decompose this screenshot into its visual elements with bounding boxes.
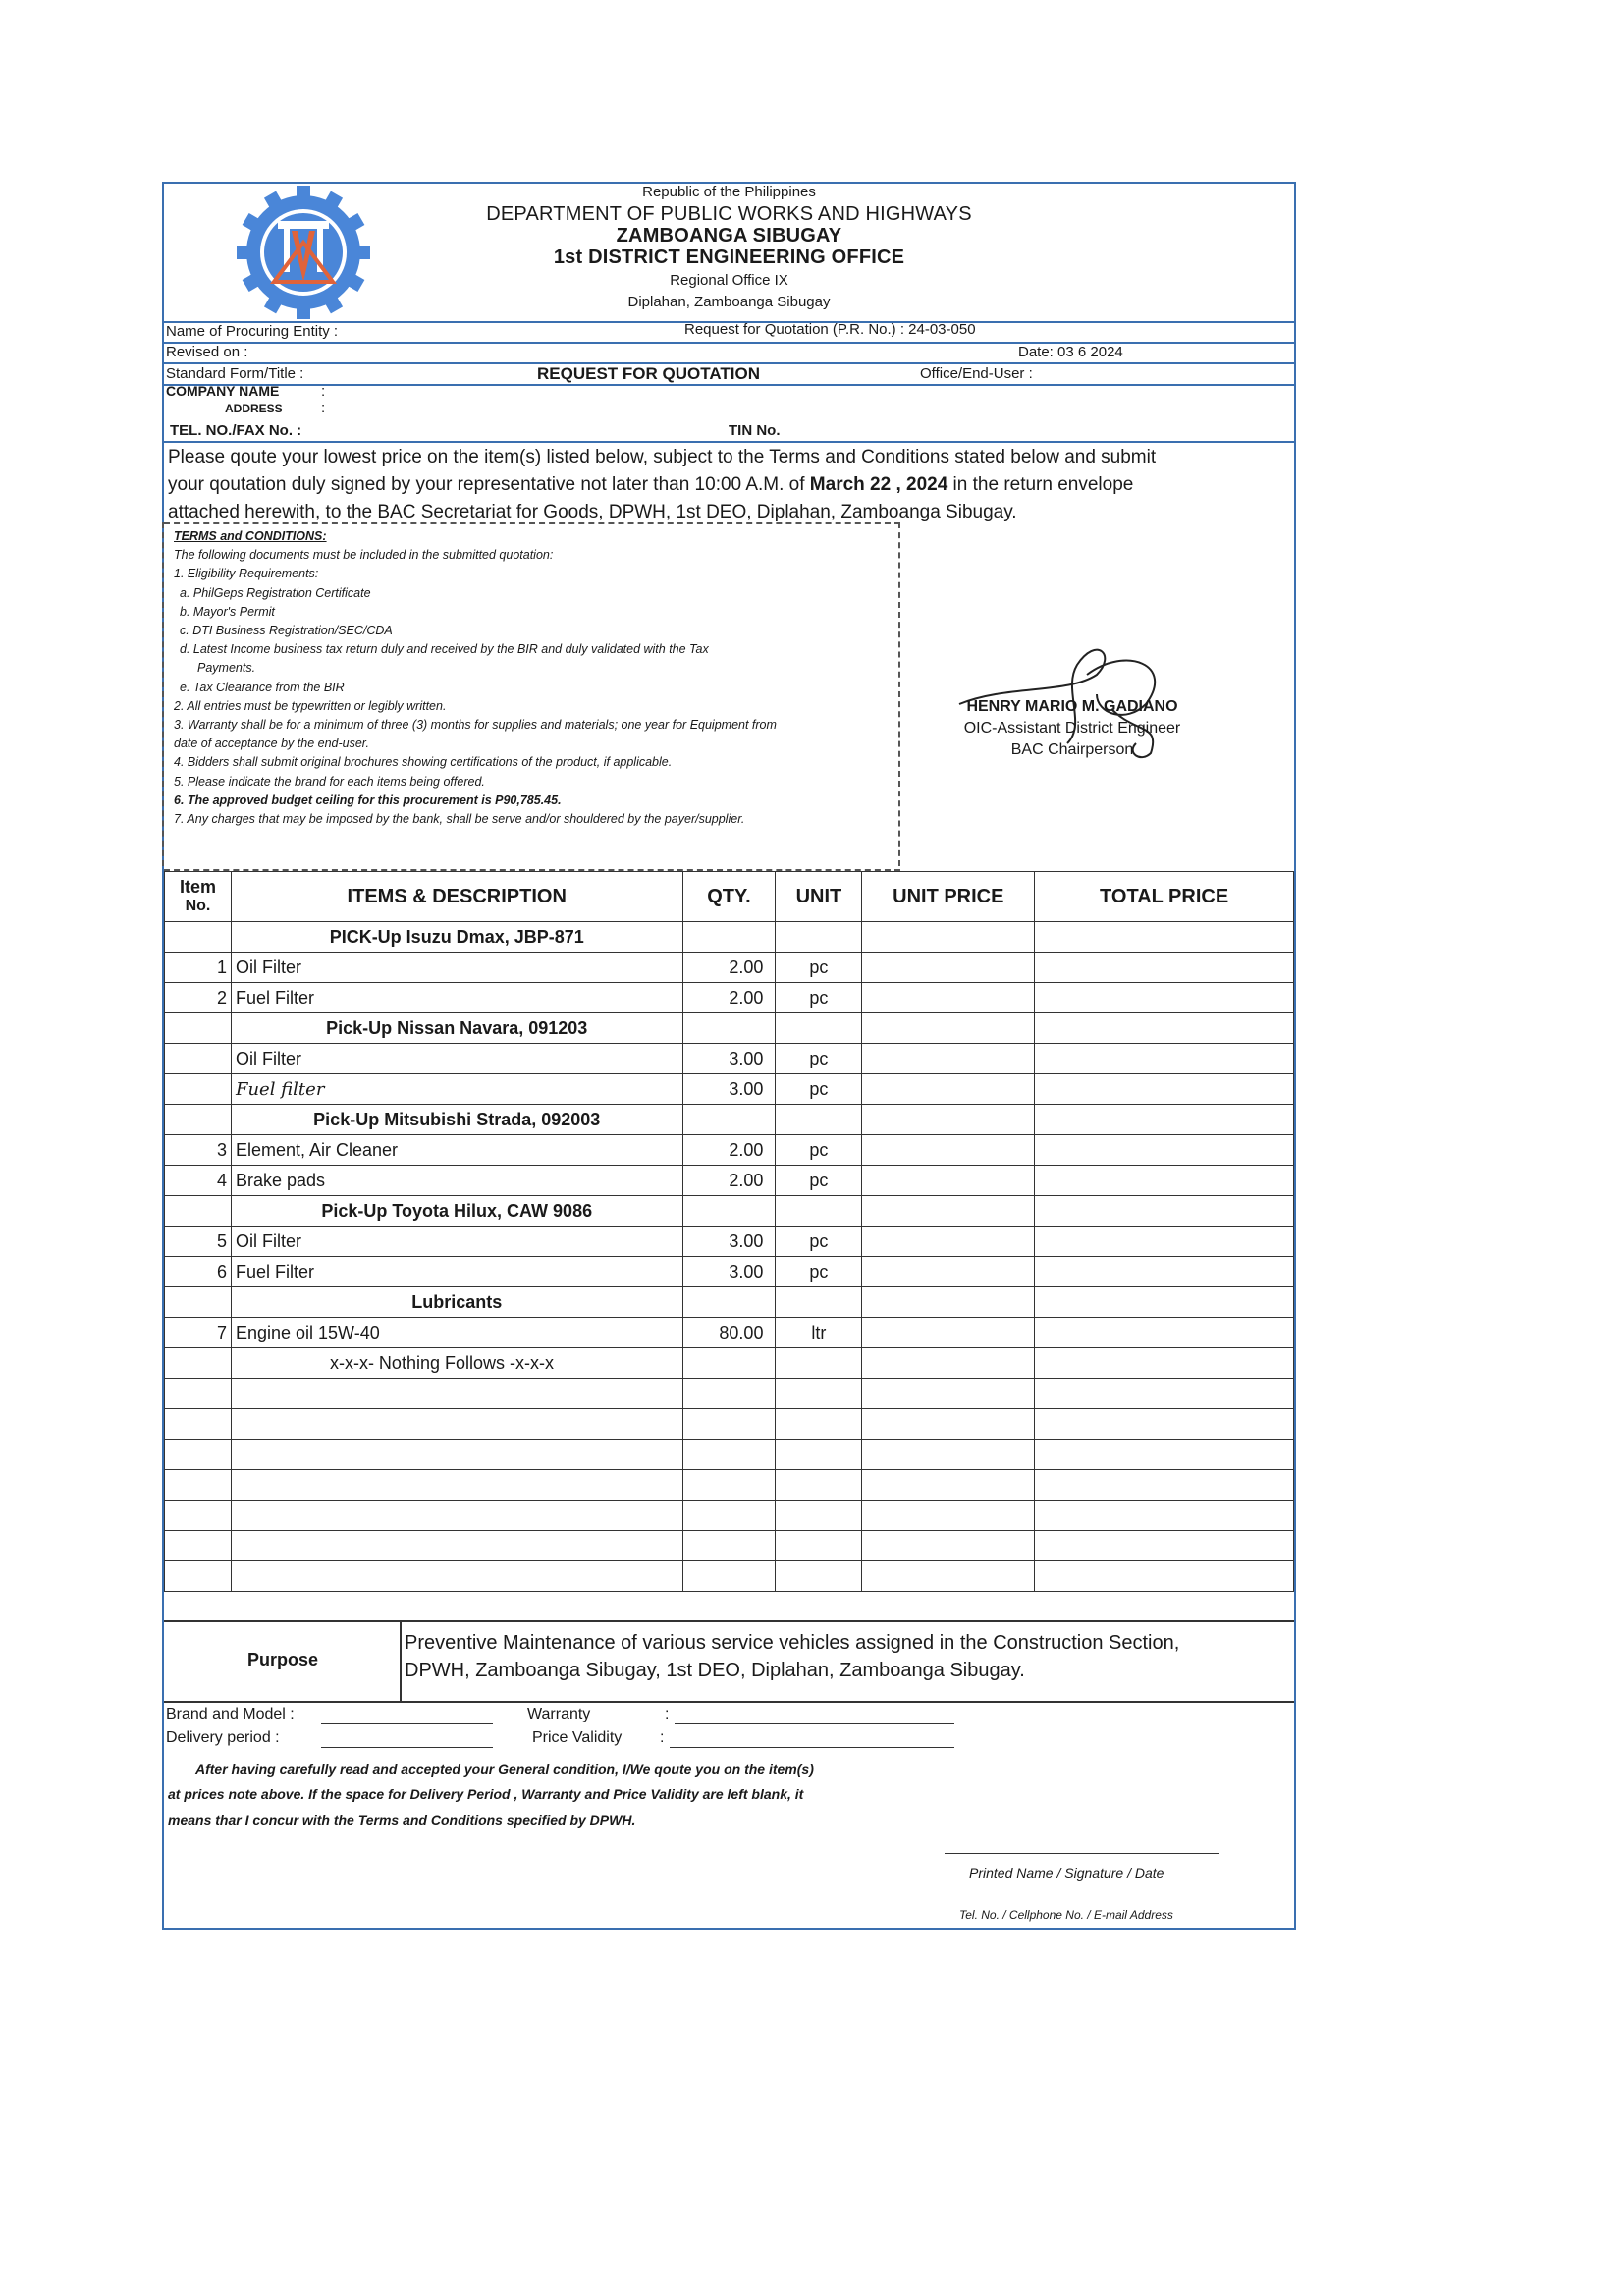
unit-cell bbox=[776, 1531, 862, 1561]
item-no-cell bbox=[165, 1074, 232, 1105]
header-republic: Republic of the Philippines bbox=[642, 184, 816, 200]
terms-line: 1. Eligibility Requirements: bbox=[174, 567, 319, 581]
terms-line: 7. Any charges that may be imposed by the bank, shall be serve and/or shouldered by the payer/supplier. bbox=[174, 812, 745, 827]
qty-cell: 2.00 bbox=[682, 953, 776, 983]
table-group-row bbox=[165, 1013, 1294, 1044]
qty-cell bbox=[682, 1196, 776, 1227]
unit-price-cell[interactable] bbox=[862, 953, 1035, 983]
qty-cell: 2.00 bbox=[682, 983, 776, 1013]
unit-price-cell[interactable] bbox=[862, 1379, 1035, 1409]
header-address: Diplahan, Zamboanga Sibugay bbox=[627, 294, 831, 310]
terms-line: The following documents must be included in the submitted quotation: bbox=[174, 548, 554, 563]
terms-line: 3. Warranty shall be for a minimum of three (3) months for supplies and materials; one year for Equipment from bbox=[174, 718, 777, 733]
item-no-cell bbox=[165, 1379, 232, 1409]
table-group-row bbox=[165, 922, 1294, 953]
table-row bbox=[165, 1044, 1294, 1074]
terms-heading: TERMS and CONDITIONS: bbox=[174, 529, 327, 543]
description-cell: Oil Filter bbox=[231, 1044, 682, 1074]
unit-header: UNIT bbox=[776, 872, 862, 922]
total-price-cell[interactable] bbox=[1035, 1470, 1294, 1501]
table-row bbox=[165, 1561, 1294, 1592]
printed-name-label: Printed Name / Signature / Date bbox=[969, 1865, 1164, 1881]
total-price-cell[interactable] bbox=[1035, 1501, 1294, 1531]
contact-label: Tel. No. / Cellphone No. / E-mail Address bbox=[959, 1908, 1173, 1922]
terms-and-conditions bbox=[174, 527, 920, 829]
total-price-cell[interactable] bbox=[1035, 1318, 1294, 1348]
total-price-cell[interactable] bbox=[1035, 1013, 1294, 1044]
unit-cell: pc bbox=[776, 1257, 862, 1287]
description-cell bbox=[231, 1501, 682, 1531]
header-office: 1st DISTRICT ENGINEERING OFFICE bbox=[553, 246, 905, 268]
signatory-position: OIC-Assistant District Engineer bbox=[963, 720, 1181, 737]
unit-price-header: UNIT PRICE bbox=[862, 872, 1035, 922]
unit-price-cell[interactable] bbox=[862, 1135, 1035, 1166]
table-group-row bbox=[165, 1196, 1294, 1227]
description-cell bbox=[231, 1531, 682, 1561]
price-validity-colon: : bbox=[660, 1729, 665, 1746]
total-price-cell[interactable] bbox=[1035, 1561, 1294, 1592]
revised-on-label: Revised on : bbox=[166, 344, 248, 360]
terms-line: d. Latest Income business tax return duly and received by the BIR and duly validated with the Tax bbox=[180, 642, 709, 657]
description-cell: Oil Filter bbox=[231, 953, 682, 983]
item-no-cell: 1 bbox=[165, 953, 232, 983]
price-validity-label: Price Validity bbox=[532, 1729, 623, 1746]
table-row bbox=[165, 1470, 1294, 1501]
unit-price-cell[interactable] bbox=[862, 1166, 1035, 1196]
qty-cell: 3.00 bbox=[682, 1227, 776, 1257]
purpose-section bbox=[164, 1620, 1294, 1703]
terms-line: 2. All entries must be typewritten or legibly written. bbox=[174, 698, 447, 713]
total-price-cell[interactable] bbox=[1035, 1227, 1294, 1257]
description-cell bbox=[231, 1561, 682, 1592]
unit-cell bbox=[776, 1105, 862, 1135]
item-no-cell bbox=[165, 1013, 232, 1044]
qty-cell bbox=[682, 1348, 776, 1379]
unit-price-cell[interactable] bbox=[862, 1318, 1035, 1348]
unit-price-cell[interactable] bbox=[862, 1409, 1035, 1440]
total-price-cell[interactable] bbox=[1035, 1105, 1294, 1135]
total-price-cell[interactable] bbox=[1035, 1409, 1294, 1440]
item-no-cell: 5 bbox=[165, 1227, 232, 1257]
unit-cell: pc bbox=[776, 1166, 862, 1196]
qty-cell: 2.00 bbox=[682, 1135, 776, 1166]
total-price-cell[interactable] bbox=[1035, 1135, 1294, 1166]
item-no-cell bbox=[165, 922, 232, 953]
table-row bbox=[165, 953, 1294, 983]
standard-form-label: Standard Form/Title : bbox=[166, 365, 304, 382]
signatory-role: BAC Chairperson bbox=[1010, 741, 1134, 758]
qty-cell bbox=[682, 1531, 776, 1561]
signatory-name: HENRY MARIO M. GADIANO bbox=[966, 698, 1178, 715]
delivery-period-label: Delivery period : bbox=[166, 1729, 280, 1746]
total-price-cell[interactable] bbox=[1035, 1166, 1294, 1196]
purpose-text-2: DPWH, Zamboanga Sibugay, 1st DEO, Diplahan, Zamboanga Sibugay. bbox=[405, 1660, 1025, 1681]
terms-line: Payments. bbox=[197, 661, 256, 676]
procuring-entity-label: Name of Procuring Entity : bbox=[166, 323, 339, 340]
item-no-cell bbox=[165, 1531, 232, 1561]
intro-line-2: your qoutation duly signed by your representative not later than 10:00 A.M. of March 22 , 2024 in the return envelope bbox=[168, 474, 1134, 495]
statement-line-2: at prices note above. If the space for Delivery Period , Warranty and Price Validity are left blank, it bbox=[168, 1786, 804, 1802]
total-price-cell[interactable] bbox=[1035, 1074, 1294, 1105]
unit-cell bbox=[776, 1409, 862, 1440]
item-no-cell: 7 bbox=[165, 1318, 232, 1348]
header-province: ZAMBOANGA SIBUGAY bbox=[616, 225, 842, 246]
qty-cell bbox=[682, 1287, 776, 1318]
table-row bbox=[165, 1501, 1294, 1531]
unit-cell bbox=[776, 1440, 862, 1470]
unit-cell bbox=[776, 1501, 862, 1531]
unit-cell: pc bbox=[776, 953, 862, 983]
group-label-cell: Pick-Up Toyota Hilux, CAW 9086 bbox=[231, 1196, 682, 1227]
table-row bbox=[165, 1227, 1294, 1257]
qty-cell: 80.00 bbox=[682, 1318, 776, 1348]
total-price-cell[interactable] bbox=[1035, 1348, 1294, 1379]
qty-cell bbox=[682, 1013, 776, 1044]
qty-cell bbox=[682, 922, 776, 953]
total-price-cell[interactable] bbox=[1035, 1287, 1294, 1318]
total-price-cell[interactable] bbox=[1035, 1196, 1294, 1227]
qty-cell: 3.00 bbox=[682, 1257, 776, 1287]
terms-line: c. DTI Business Registration/SEC/CDA bbox=[180, 624, 393, 638]
table-row bbox=[165, 1531, 1294, 1561]
total-price-cell[interactable] bbox=[1035, 922, 1294, 953]
description-cell: Brake pads bbox=[231, 1166, 682, 1196]
table-row bbox=[165, 1440, 1294, 1470]
item-no-cell bbox=[165, 1409, 232, 1440]
unit-price-cell[interactable] bbox=[862, 922, 1035, 953]
terms-line: 6. The approved budget ceiling for this procurement is P90,785.45. bbox=[174, 793, 562, 807]
brand-model-field[interactable] bbox=[321, 1723, 493, 1724]
total-price-cell[interactable] bbox=[1035, 1257, 1294, 1287]
total-price-cell[interactable] bbox=[1035, 1379, 1294, 1409]
unit-price-cell[interactable] bbox=[862, 1013, 1035, 1044]
description-cell: Fuel Filter bbox=[231, 983, 682, 1013]
unit-price-cell[interactable] bbox=[862, 1531, 1035, 1561]
group-label-cell: Pick-Up Mitsubishi Strada, 092003 bbox=[231, 1105, 682, 1135]
brand-model-label: Brand and Model : bbox=[166, 1706, 295, 1722]
item-no-cell: 2 bbox=[165, 983, 232, 1013]
qty-header: QTY. bbox=[682, 872, 776, 922]
unit-cell: pc bbox=[776, 1227, 862, 1257]
qty-cell: 3.00 bbox=[682, 1044, 776, 1074]
description-cell: Fuel filter bbox=[231, 1074, 682, 1105]
total-price-cell[interactable] bbox=[1035, 983, 1294, 1013]
total-price-header: TOTAL PRICE bbox=[1035, 872, 1294, 922]
group-label-cell: Pick-Up Nissan Navara, 091203 bbox=[231, 1013, 682, 1044]
total-price-cell[interactable] bbox=[1035, 1440, 1294, 1470]
form-title: REQUEST FOR QUOTATION bbox=[537, 364, 760, 383]
items-table bbox=[164, 871, 1294, 1592]
unit-cell: pc bbox=[776, 983, 862, 1013]
tin-label: TIN No. bbox=[729, 422, 781, 439]
description-cell bbox=[231, 1409, 682, 1440]
description-cell: x-x-x- Nothing Follows -x-x-x bbox=[231, 1348, 682, 1379]
unit-cell bbox=[776, 1013, 862, 1044]
item-no-cell: 3 bbox=[165, 1135, 232, 1166]
qty-cell bbox=[682, 1379, 776, 1409]
terms-line: date of acceptance by the end-user. bbox=[174, 737, 369, 751]
price-validity-field[interactable] bbox=[670, 1747, 954, 1748]
qty-cell bbox=[682, 1440, 776, 1470]
item-no-cell bbox=[165, 1287, 232, 1318]
unit-cell bbox=[776, 1470, 862, 1501]
table-row bbox=[165, 1379, 1294, 1409]
table-group-row bbox=[165, 1287, 1294, 1318]
item-no-cell: 6 bbox=[165, 1257, 232, 1287]
unit-cell: pc bbox=[776, 1074, 862, 1105]
terms-line: b. Mayor's Permit bbox=[180, 604, 275, 619]
purpose-text-1: Preventive Maintenance of various service vehicles assigned in the Construction Section, bbox=[405, 1632, 1180, 1654]
warranty-colon: : bbox=[665, 1706, 670, 1722]
description-cell bbox=[231, 1379, 682, 1409]
statement-line-1: After having carefully read and accepted your General condition, I/We qoute you on the item(s) bbox=[195, 1761, 814, 1777]
description-cell: Fuel Filter bbox=[231, 1257, 682, 1287]
item-no-cell bbox=[165, 1440, 232, 1470]
intro-line-3: attached herewith, to the BAC Secretariat for Goods, DPWH, 1st DEO, Diplahan, Zamboanga Sibugay. bbox=[168, 502, 1017, 522]
form-date: Date: 03 6 2024 bbox=[1018, 344, 1123, 360]
group-label-cell: PICK-Up Isuzu Dmax, JBP-871 bbox=[231, 922, 682, 953]
unit-price-cell[interactable] bbox=[862, 1257, 1035, 1287]
warranty-field[interactable] bbox=[675, 1723, 954, 1724]
terms-line: e. Tax Clearance from the BIR bbox=[180, 680, 345, 694]
item-no-cell bbox=[165, 1196, 232, 1227]
unit-cell bbox=[776, 1348, 862, 1379]
description-cell bbox=[231, 1470, 682, 1501]
qty-cell bbox=[682, 1409, 776, 1440]
header-region: Regional Office IX bbox=[670, 272, 788, 289]
table-row bbox=[165, 1409, 1294, 1440]
item-no-cell bbox=[165, 1105, 232, 1135]
item-no-cell: 4 bbox=[165, 1166, 232, 1196]
signature-field[interactable] bbox=[945, 1853, 1219, 1854]
address-colon: : bbox=[321, 400, 326, 416]
unit-price-cell[interactable] bbox=[862, 1227, 1035, 1257]
unit-cell: pc bbox=[776, 1044, 862, 1074]
table-row bbox=[165, 1166, 1294, 1196]
header-department: DEPARTMENT OF PUBLIC WORKS AND HIGHWAYS bbox=[486, 203, 972, 225]
rfq-number: Request for Quotation (P.R. No.) : 24-03-050 bbox=[684, 321, 976, 338]
group-label-cell: Lubricants bbox=[231, 1287, 682, 1318]
description-cell bbox=[231, 1440, 682, 1470]
unit-cell bbox=[776, 1379, 862, 1409]
unit-price-cell[interactable] bbox=[862, 1074, 1035, 1105]
office-end-user-label: Office/End-User : bbox=[920, 365, 1033, 382]
table-row bbox=[165, 1348, 1294, 1379]
unit-price-cell[interactable] bbox=[862, 983, 1035, 1013]
description-cell: Engine oil 15W-40 bbox=[231, 1318, 682, 1348]
qty-cell bbox=[682, 1470, 776, 1501]
company-name-label: COMPANY NAME bbox=[166, 383, 280, 399]
total-price-cell[interactable] bbox=[1035, 1531, 1294, 1561]
unit-price-cell[interactable] bbox=[862, 1561, 1035, 1592]
unit-price-cell[interactable] bbox=[862, 1287, 1035, 1318]
unit-price-cell[interactable] bbox=[862, 1470, 1035, 1501]
qty-cell bbox=[682, 1105, 776, 1135]
table-header-row bbox=[165, 872, 1294, 922]
unit-cell bbox=[776, 1287, 862, 1318]
description-cell: Oil Filter bbox=[231, 1227, 682, 1257]
item-no-cell bbox=[165, 1044, 232, 1074]
unit-price-cell[interactable] bbox=[862, 1348, 1035, 1379]
qty-cell: 2.00 bbox=[682, 1166, 776, 1196]
item-no-cell bbox=[165, 1470, 232, 1501]
warranty-label: Warranty bbox=[527, 1706, 591, 1722]
unit-price-cell[interactable] bbox=[862, 1105, 1035, 1135]
table-group-row bbox=[165, 1105, 1294, 1135]
unit-cell: ltr bbox=[776, 1318, 862, 1348]
qty-cell bbox=[682, 1501, 776, 1531]
item-no-cell bbox=[165, 1348, 232, 1379]
unit-cell bbox=[776, 922, 862, 953]
company-name-colon: : bbox=[321, 383, 326, 400]
unit-price-cell[interactable] bbox=[862, 1196, 1035, 1227]
unit-price-cell[interactable] bbox=[862, 1440, 1035, 1470]
item-no-cell bbox=[165, 1561, 232, 1592]
delivery-period-field[interactable] bbox=[321, 1747, 493, 1748]
terms-line: a. PhilGeps Registration Certificate bbox=[180, 585, 371, 600]
unit-price-cell[interactable] bbox=[862, 1044, 1035, 1074]
unit-cell bbox=[776, 1196, 862, 1227]
statement-line-3: means thar I concur with the Terms and Conditions specified by DPWH. bbox=[168, 1812, 636, 1828]
unit-price-cell[interactable] bbox=[862, 1501, 1035, 1531]
total-price-cell[interactable] bbox=[1035, 953, 1294, 983]
unit-cell: pc bbox=[776, 1135, 862, 1166]
table-row bbox=[165, 983, 1294, 1013]
table-row bbox=[165, 1135, 1294, 1166]
item-no-cell bbox=[165, 1501, 232, 1531]
purpose-label: Purpose bbox=[247, 1650, 319, 1669]
unit-cell bbox=[776, 1561, 862, 1592]
terms-line: 4. Bidders shall submit original brochures showing certifications of the product, if applicable. bbox=[174, 755, 673, 770]
terms-line: 5. Please indicate the brand for each items being offered. bbox=[174, 774, 485, 789]
address-label: ADDRESS bbox=[225, 402, 283, 415]
tel-fax-label: TEL. NO./FAX No. : bbox=[170, 422, 302, 439]
description-cell: Element, Air Cleaner bbox=[231, 1135, 682, 1166]
qty-cell: 3.00 bbox=[682, 1074, 776, 1105]
item-no-header: Item No. bbox=[165, 872, 232, 922]
table-row bbox=[165, 1074, 1294, 1105]
intro-line-1: Please qoute your lowest price on the item(s) listed below, subject to the Terms and Conditions stated below and submit bbox=[168, 447, 1157, 467]
description-header: ITEMS & DESCRIPTION bbox=[231, 872, 682, 922]
quotation-form bbox=[162, 182, 1296, 1930]
table-row bbox=[165, 1318, 1294, 1348]
deadline-date: March 22 , 2024 bbox=[809, 474, 948, 495]
total-price-cell[interactable] bbox=[1035, 1044, 1294, 1074]
qty-cell bbox=[682, 1561, 776, 1592]
table-row bbox=[165, 1257, 1294, 1287]
